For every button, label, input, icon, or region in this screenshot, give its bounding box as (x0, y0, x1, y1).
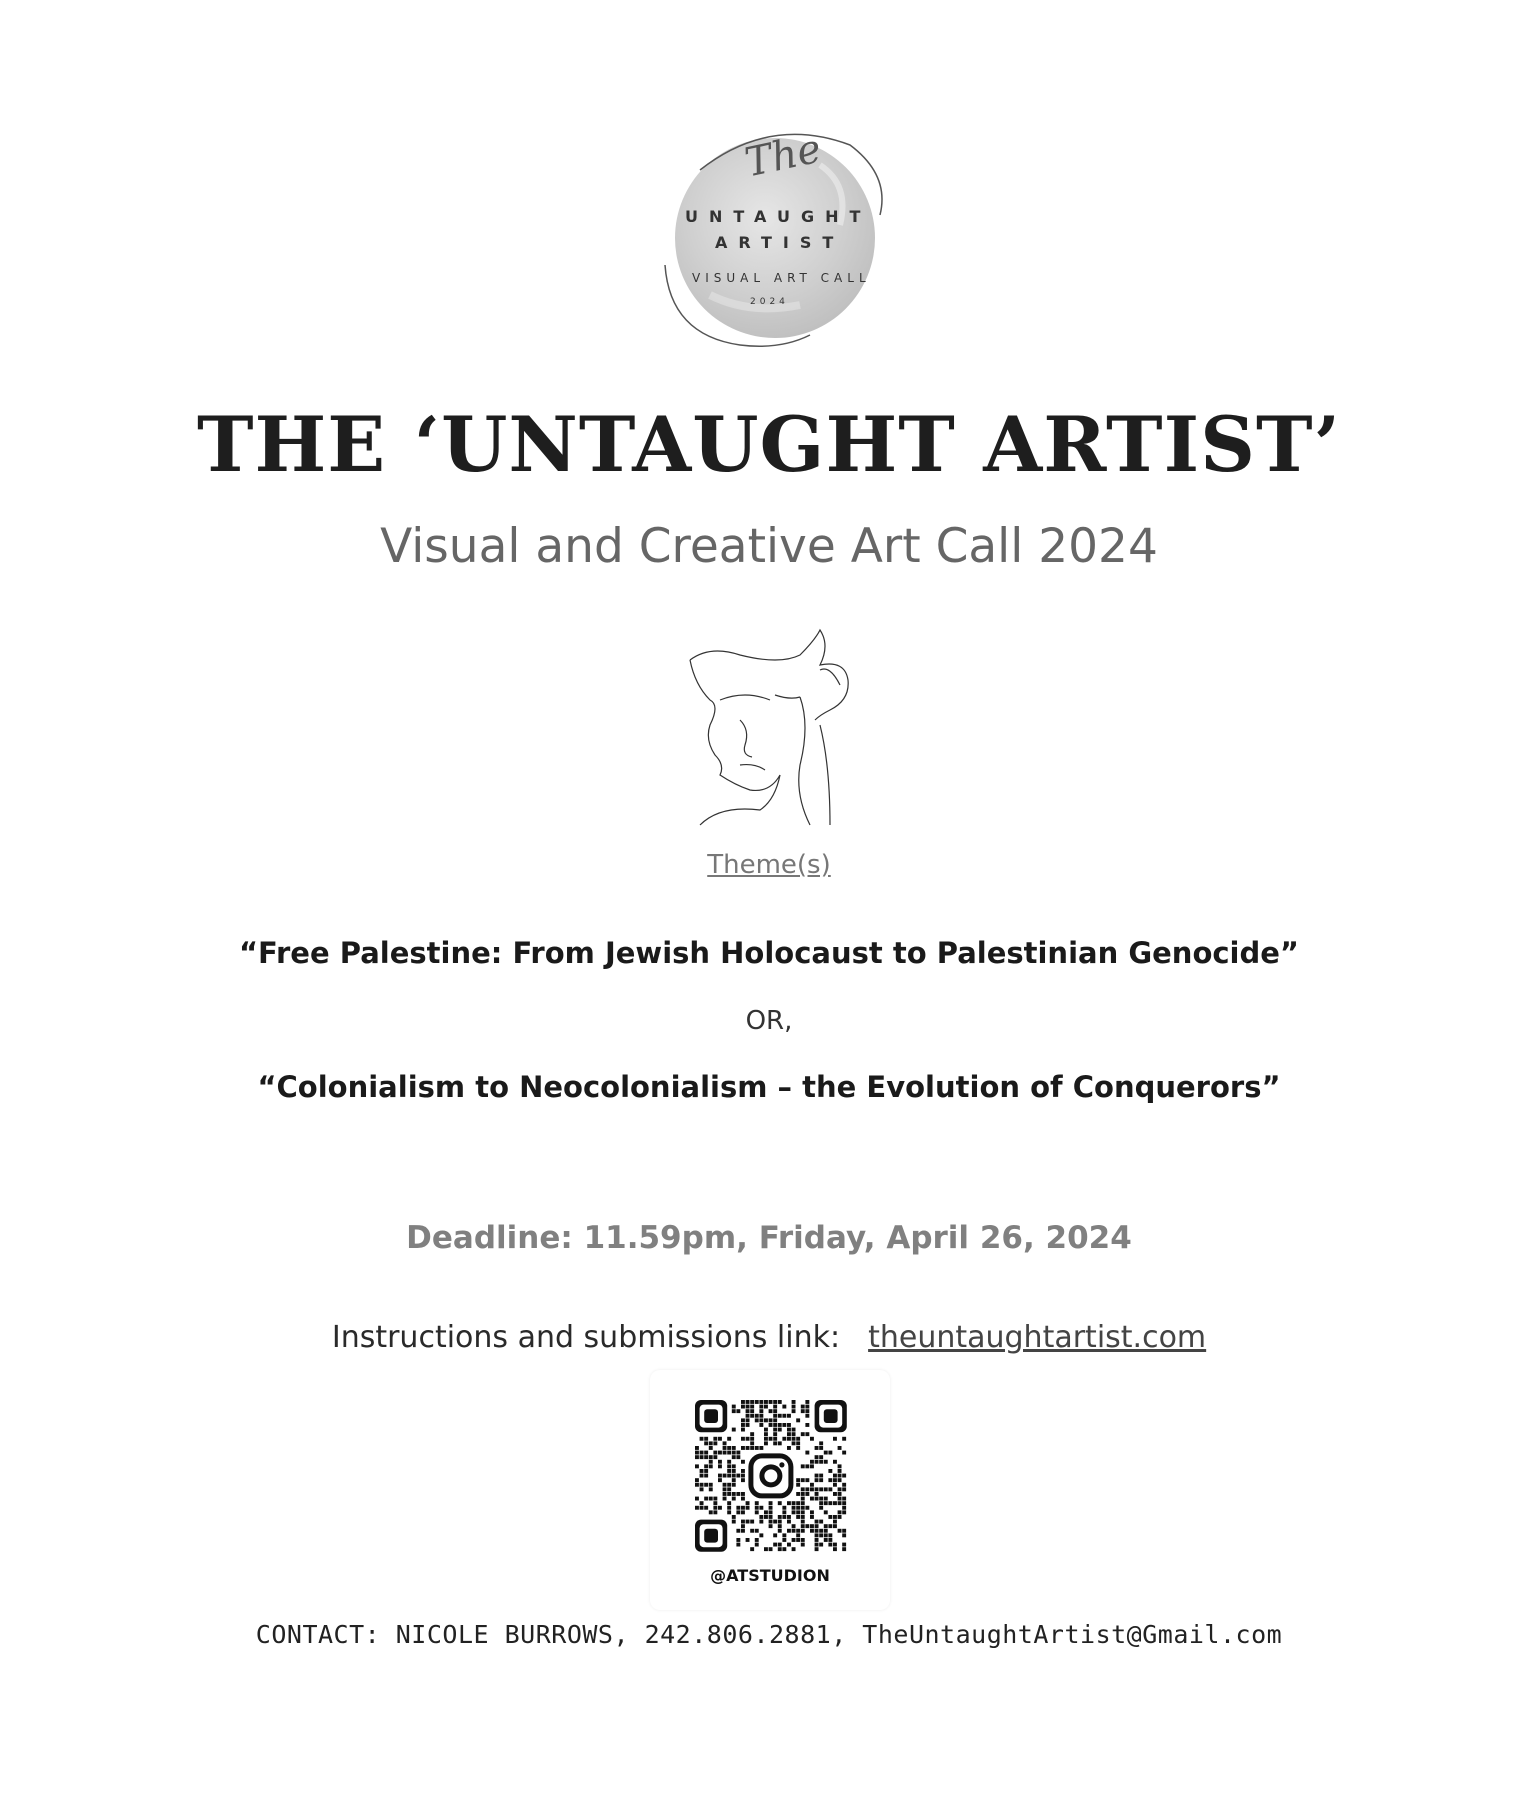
logo-script-word: The (741, 125, 826, 187)
theme-heading: Theme(s) (707, 850, 831, 880)
or-separator: OR, (745, 1006, 793, 1036)
logo-line-year: 2024 (750, 297, 789, 307)
contact-line: CONTACT: NICOLE BURROWS, 242.806.2881, TheUntaughtArtist@Gmail.com (255, 1620, 1283, 1649)
page-subtitle: Visual and Creative Art Call 2024 (380, 519, 1158, 574)
instagram-icon (751, 1456, 791, 1496)
instagram-handle: @ATSTUDION (710, 1566, 830, 1585)
page-title: THE ‘UNTAUGHT ARTIST’ (196, 400, 1342, 489)
instagram-qr-card[interactable] (650, 1370, 890, 1610)
untaught-artist-logo (590, 105, 960, 380)
theme-option-2: “Colonialism to Neocolonialism – the Evolution of Conquerors” (257, 1070, 1281, 1104)
deadline-text: Deadline: 11.59pm, Friday, April 26, 2024 (406, 1220, 1132, 1256)
instructions-label: Instructions and submissions link: (331, 1320, 841, 1355)
face-line-art-illustration (680, 625, 880, 830)
instructions-line (0, 1320, 1538, 1355)
logo-line-untaught: UNTAUGHT (685, 207, 872, 226)
theme-option-1: “Free Palestine: From Jewish Holocaust to Palestinian Genocide” (238, 936, 1299, 970)
submission-link[interactable]: theuntaughtartist.com (868, 1320, 1207, 1355)
logo-line-artist: ARTIST (715, 233, 845, 252)
logo-line-visual-art-call: VISUAL ART CALL (692, 271, 871, 285)
